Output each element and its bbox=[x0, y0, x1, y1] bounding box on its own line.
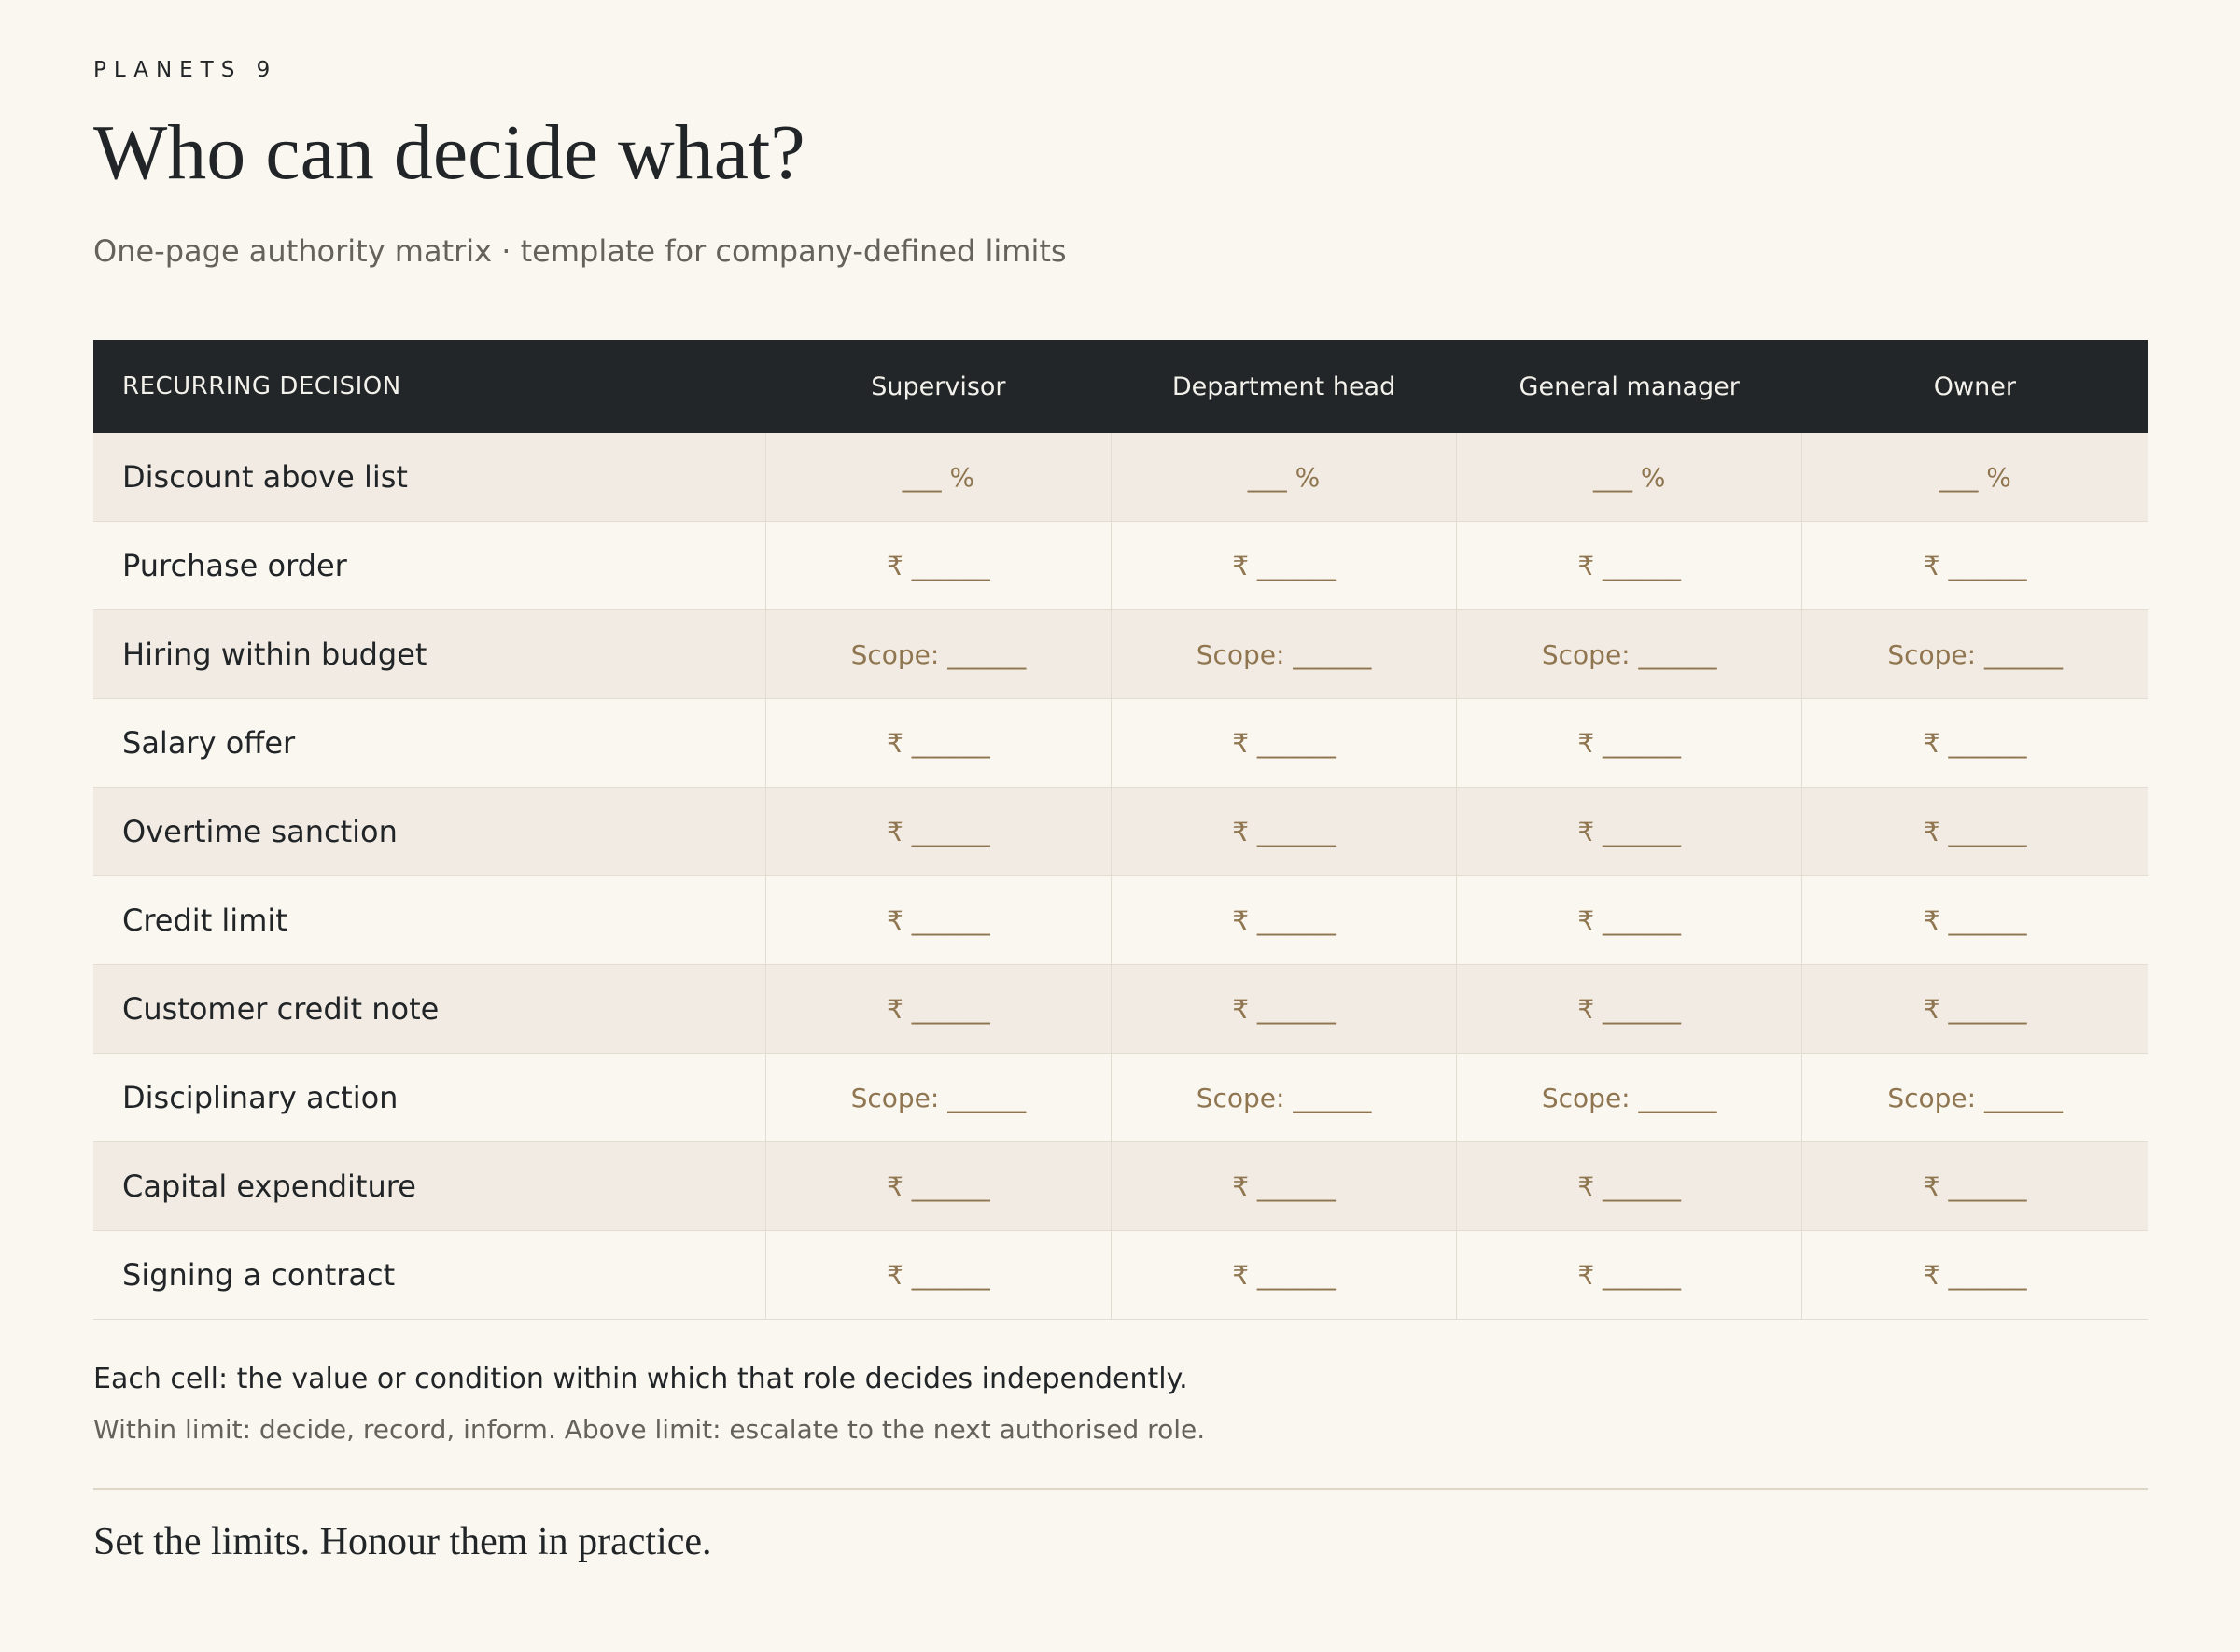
column-header-supervisor: Supervisor bbox=[765, 340, 1111, 433]
decision-label: Purchase order bbox=[93, 522, 765, 610]
limit-cell: ₹ ______ bbox=[1457, 788, 1802, 876]
limit-cell: ___ % bbox=[1802, 433, 2148, 522]
limit-cell: ₹ ______ bbox=[1457, 699, 1802, 788]
limit-cell: ₹ ______ bbox=[1111, 1231, 1456, 1320]
limit-cell: ₹ ______ bbox=[1111, 1142, 1456, 1231]
limit-cell: ___ % bbox=[1111, 433, 1456, 522]
brand-kicker: PLANETS 9 bbox=[93, 58, 278, 82]
limit-cell: ₹ ______ bbox=[1111, 788, 1456, 876]
table-row bbox=[93, 965, 2148, 1054]
limit-cell: ₹ ______ bbox=[1111, 699, 1456, 788]
table-row bbox=[93, 788, 2148, 876]
limit-cell: ₹ ______ bbox=[765, 876, 1111, 965]
table-row bbox=[93, 699, 2148, 788]
column-header-decision: RECURRING DECISION bbox=[93, 340, 765, 433]
decision-label: Signing a contract bbox=[93, 1231, 765, 1320]
escalation-rule-note: Within limit: decide, record, inform. Above limit: escalate to the next authorised role. bbox=[93, 1414, 1206, 1445]
limit-cell: Scope: ______ bbox=[1457, 610, 1802, 699]
divider bbox=[93, 1488, 2148, 1490]
limit-cell: ₹ ______ bbox=[765, 1142, 1111, 1231]
decision-label: Discount above list bbox=[93, 433, 765, 522]
limit-cell: ___ % bbox=[765, 433, 1111, 522]
decision-label: Capital expenditure bbox=[93, 1142, 765, 1231]
limit-cell: ₹ ______ bbox=[1457, 522, 1802, 610]
table-row bbox=[93, 1231, 2148, 1320]
decision-label: Customer credit note bbox=[93, 965, 765, 1054]
decision-label: Disciplinary action bbox=[93, 1054, 765, 1142]
limit-cell: ₹ ______ bbox=[1802, 876, 2148, 965]
limit-cell: ₹ ______ bbox=[1457, 1142, 1802, 1231]
table-row bbox=[93, 876, 2148, 965]
limit-cell: Scope: ______ bbox=[765, 610, 1111, 699]
limit-cell: ₹ ______ bbox=[765, 699, 1111, 788]
limit-cell: Scope: ______ bbox=[1802, 1054, 2148, 1142]
limit-cell: ₹ ______ bbox=[1802, 788, 2148, 876]
closing-statement: Set the limits. Honour them in practice. bbox=[93, 1520, 712, 1563]
decision-label: Credit limit bbox=[93, 876, 765, 965]
limit-cell: ₹ ______ bbox=[1111, 876, 1456, 965]
limit-cell: Scope: ______ bbox=[1111, 610, 1456, 699]
limit-cell: ₹ ______ bbox=[1802, 965, 2148, 1054]
limit-cell: ₹ ______ bbox=[765, 965, 1111, 1054]
limit-cell: Scope: ______ bbox=[765, 1054, 1111, 1142]
limit-cell: ₹ ______ bbox=[1802, 1231, 2148, 1320]
decision-label: Hiring within budget bbox=[93, 610, 765, 699]
decision-label: Overtime sanction bbox=[93, 788, 765, 876]
page-title: Who can decide what? bbox=[93, 109, 805, 196]
table-row bbox=[93, 1142, 2148, 1231]
limit-cell: ₹ ______ bbox=[1802, 699, 2148, 788]
table-body bbox=[93, 433, 2148, 1320]
limit-cell: ₹ ______ bbox=[1457, 965, 1802, 1054]
authority-matrix-table bbox=[93, 340, 2148, 1320]
decision-label: Salary offer bbox=[93, 699, 765, 788]
column-header-owner: Owner bbox=[1802, 340, 2148, 433]
limit-cell: ___ % bbox=[1457, 433, 1802, 522]
limit-cell: ₹ ______ bbox=[1802, 522, 2148, 610]
table-row bbox=[93, 610, 2148, 699]
limit-cell: Scope: ______ bbox=[1802, 610, 2148, 699]
table-row bbox=[93, 1054, 2148, 1142]
limit-cell: Scope: ______ bbox=[1111, 1054, 1456, 1142]
table-row bbox=[93, 522, 2148, 610]
limit-cell: ₹ ______ bbox=[1457, 1231, 1802, 1320]
page-subtitle: One-page authority matrix · template for company-defined limits bbox=[93, 233, 1067, 269]
limit-cell: ₹ ______ bbox=[1457, 876, 1802, 965]
limit-cell: ₹ ______ bbox=[1802, 1142, 2148, 1231]
limit-cell: ₹ ______ bbox=[1111, 522, 1456, 610]
limit-cell: Scope: ______ bbox=[1457, 1054, 1802, 1142]
limit-cell: ₹ ______ bbox=[765, 788, 1111, 876]
limit-cell: ₹ ______ bbox=[765, 1231, 1111, 1320]
limit-cell: ₹ ______ bbox=[1111, 965, 1456, 1054]
column-header-general-manager: General manager bbox=[1457, 340, 1802, 433]
limit-cell: ₹ ______ bbox=[765, 522, 1111, 610]
table-header-row bbox=[93, 340, 2148, 433]
table-row bbox=[93, 433, 2148, 522]
column-header-department-head: Department head bbox=[1111, 340, 1456, 433]
cell-explanation-note: Each cell: the value or condition within which that role decides independently. bbox=[93, 1363, 1188, 1395]
